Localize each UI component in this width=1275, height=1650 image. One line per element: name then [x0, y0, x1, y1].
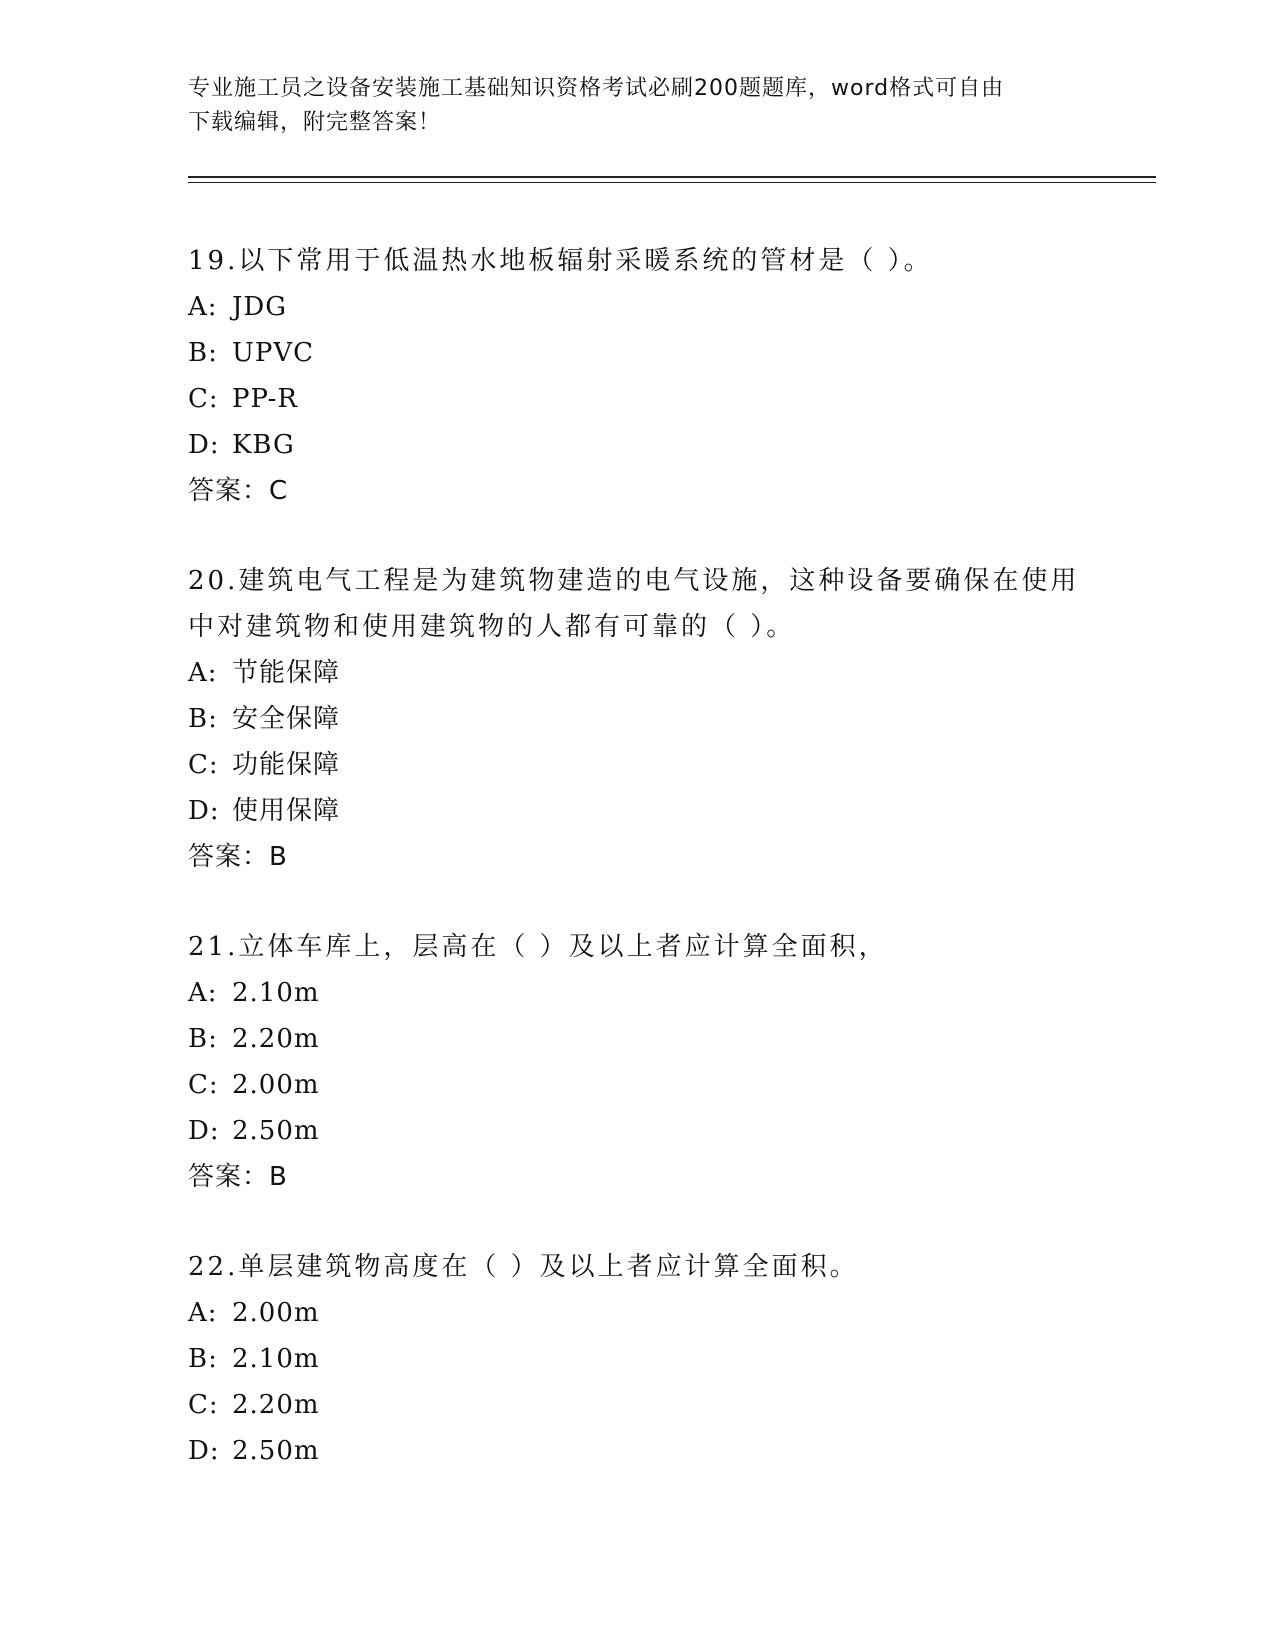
option-label: D:: [188, 1116, 220, 1146]
question-stem: 21.立体车库上，层高在（ ）及以上者应计算全面积，: [188, 932, 888, 962]
question-stem: 20.建筑电气工程是为建筑物建造的电气设施，这种设备要确保在使用: [188, 566, 1080, 596]
option-list: [188, 650, 1088, 834]
option-label: A:: [188, 1298, 218, 1328]
question-spacer: [188, 880, 1088, 924]
option-text: 2.10m: [232, 978, 320, 1008]
option-text: 2.20m: [232, 1024, 320, 1054]
option-text: 2.50m: [232, 1116, 320, 1146]
option-d: [188, 1428, 1088, 1474]
header-line-1: 专业施工员之设备安装施工基础知识资格考试必刷200题题库，word格式可自由: [188, 76, 1005, 101]
option-label: A:: [188, 978, 218, 1008]
answer-line: 答案：C: [188, 476, 289, 506]
option-text: PP-R: [232, 384, 298, 414]
option-label: B:: [188, 1024, 218, 1054]
option-list: [188, 970, 1088, 1154]
option-list: [188, 284, 1088, 468]
question-20: [188, 558, 1088, 880]
option-text: KBG: [232, 430, 295, 460]
option-b: [188, 1336, 1088, 1382]
option-text: 2.50m: [232, 1436, 320, 1466]
option-label: D:: [188, 796, 220, 826]
option-a: [188, 284, 1088, 330]
question-stem: 19.以下常用于低温热水地板辐射采暖系统的管材是（ ）。: [188, 246, 933, 276]
option-label: C:: [188, 384, 219, 414]
question-19: [188, 238, 1088, 514]
option-b: [188, 1016, 1088, 1062]
answer-line: 答案：B: [188, 842, 288, 872]
option-d: [188, 1108, 1088, 1154]
question-spacer: [188, 1200, 1088, 1244]
option-label: D:: [188, 1436, 220, 1466]
question-spacer: [188, 514, 1088, 558]
option-text: 2.00m: [232, 1298, 320, 1328]
option-a: [188, 650, 1088, 696]
header-divider-thick: [188, 176, 1156, 178]
option-label: A:: [188, 292, 218, 322]
option-a: [188, 1290, 1088, 1336]
option-text: 功能保障: [232, 750, 341, 780]
option-c: [188, 376, 1088, 422]
option-text: UPVC: [232, 338, 315, 368]
option-text: JDG: [232, 292, 288, 322]
option-d: [188, 788, 1088, 834]
question-list: [188, 238, 1088, 1474]
option-a: [188, 970, 1088, 1016]
option-label: C:: [188, 1390, 219, 1420]
option-text: 2.10m: [232, 1344, 320, 1374]
document-header: [188, 72, 1088, 140]
option-label: D:: [188, 430, 220, 460]
option-text: 节能保障: [232, 658, 341, 688]
header-divider-thin: [188, 182, 1156, 183]
question-22: [188, 1244, 1088, 1474]
option-label: C:: [188, 1070, 219, 1100]
option-c: [188, 1062, 1088, 1108]
option-label: A:: [188, 658, 218, 688]
option-text: 2.00m: [232, 1070, 320, 1100]
option-d: [188, 422, 1088, 468]
question-stem: 22.单层建筑物高度在（ ）及以上者应计算全面积。: [188, 1252, 859, 1282]
option-label: B:: [188, 704, 218, 734]
option-label: C:: [188, 750, 219, 780]
option-c: [188, 742, 1088, 788]
answer-line: 答案：B: [188, 1162, 288, 1192]
option-b: [188, 696, 1088, 742]
option-label: B:: [188, 338, 218, 368]
header-line-2: 下载编辑，附完整答案！: [188, 110, 442, 135]
question-21: [188, 924, 1088, 1200]
option-text: 安全保障: [232, 704, 341, 734]
option-list: [188, 1290, 1088, 1474]
option-label: B:: [188, 1344, 218, 1374]
option-text: 使用保障: [232, 796, 341, 826]
option-c: [188, 1382, 1088, 1428]
question-stem-continued: 中对建筑物和使用建筑物的人都有可靠的（ ）。: [188, 612, 796, 642]
option-b: [188, 330, 1088, 376]
option-text: 2.20m: [232, 1390, 320, 1420]
